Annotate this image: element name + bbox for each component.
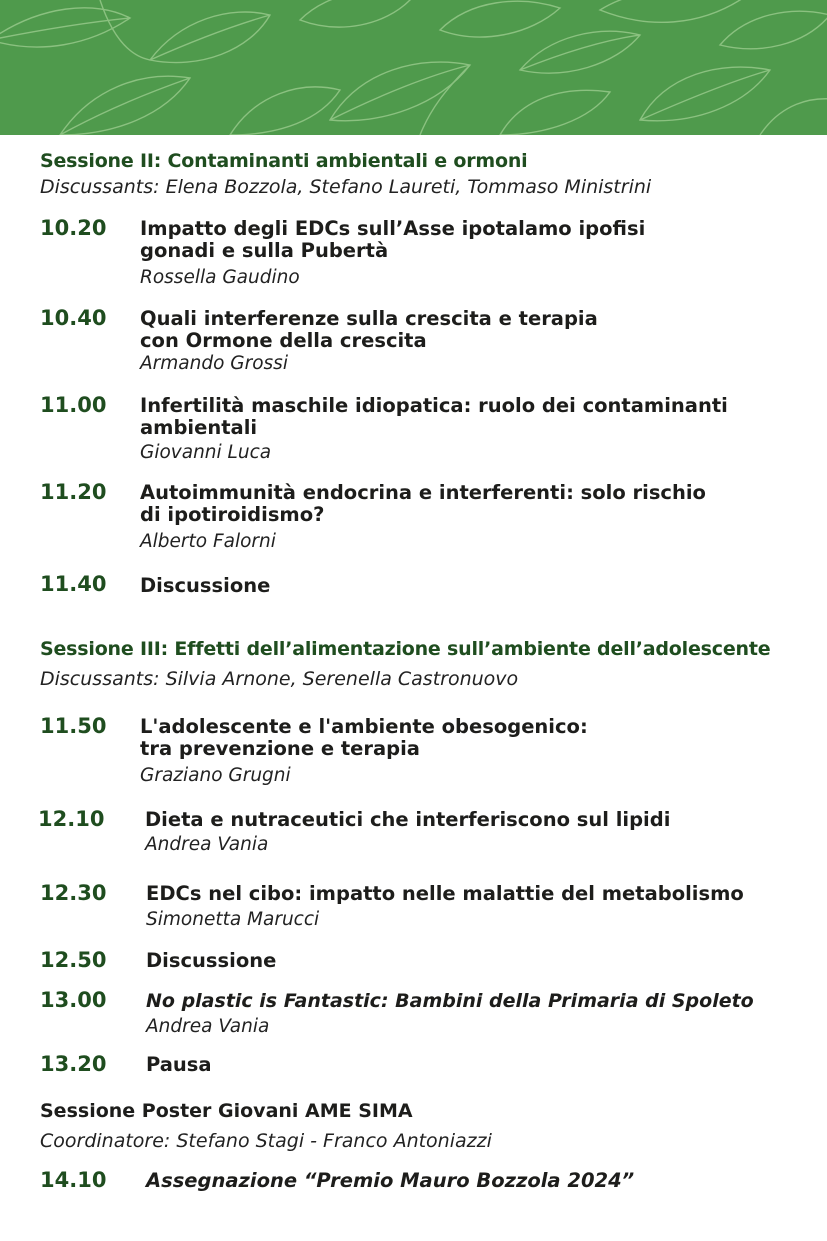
item-time: 12.30 <box>40 881 107 905</box>
item-speaker: Alberto Falorni <box>140 531 276 552</box>
item-time: 13.20 <box>40 1052 107 1076</box>
item-speaker: Andrea Vania <box>145 834 269 855</box>
leaf-pattern-icon <box>0 0 827 135</box>
item-time: 14.10 <box>40 1168 107 1192</box>
item-title: Infertilità maschile idiopatica: ruolo dei contaminanti <box>140 394 728 417</box>
item-speaker: Armando Grossi <box>140 353 288 374</box>
item-title-cont: gonadi e sulla Pubertà <box>140 239 389 262</box>
item-title-cont: di ipotiroidismo? <box>140 503 325 526</box>
item-title: Assegnazione “Premio Mauro Bozzola 2024” <box>146 1169 635 1192</box>
item-speaker: Simonetta Marucci <box>146 909 320 930</box>
item-title: Discussione <box>146 949 277 972</box>
item-title: Dieta e nutraceutici che interferiscono sul lipidi <box>145 808 671 831</box>
item-speaker: Rossella Gaudino <box>140 267 300 288</box>
item-title: Discussione <box>140 574 271 597</box>
item-title: Quali interferenze sulla crescita e terapia <box>140 307 598 330</box>
poster-session-coordinators: Coordinatore: Stefano Stagi - Franco Antoniazzi <box>40 1130 492 1152</box>
item-title: L'adolescente e l'ambiente obesogenico: <box>140 715 588 738</box>
item-title: Impatto degli EDCs sull’Asse ipotalamo ipofisi <box>140 217 646 240</box>
item-title-cont: con Ormone della crescita <box>140 329 427 352</box>
item-time: 11.40 <box>40 572 107 596</box>
item-speaker: Giovanni Luca <box>140 442 272 463</box>
item-title: Autoimmunità endocrina e interferenti: solo rischio <box>140 481 706 504</box>
item-time: 10.40 <box>40 306 107 330</box>
poster-session-title: Sessione Poster Giovani AME SIMA <box>40 1100 413 1122</box>
item-time: 10.20 <box>40 216 107 240</box>
item-time: 12.10 <box>38 807 105 831</box>
session-2-discussants: Discussants: Elena Bozzola, Stefano Laureti, Tommaso Ministrini <box>40 176 652 198</box>
item-time: 11.50 <box>40 714 107 738</box>
item-time: 11.20 <box>40 480 107 504</box>
item-title: EDCs nel cibo: impatto nelle malattie del metabolismo <box>146 882 744 905</box>
session-3-discussants: Discussants: Silvia Arnone, Serenella Castronuovo <box>40 668 519 690</box>
item-title-cont: ambientali <box>140 416 258 439</box>
item-time: 13.00 <box>40 988 107 1012</box>
item-time: 12.50 <box>40 948 107 972</box>
session-3-title: Sessione III: Effetti dell’alimentazione sull’ambiente dell’adolescente <box>40 638 771 660</box>
header-banner <box>0 0 827 135</box>
item-speaker: Andrea Vania <box>146 1016 270 1037</box>
item-title: Pausa <box>146 1053 212 1076</box>
session-2-title: Sessione II: Contaminanti ambientali e ormoni <box>40 150 528 172</box>
item-title: No plastic is Fantastic: Bambini della Primaria di Spoleto <box>146 990 754 1012</box>
item-speaker: Graziano Grugni <box>140 765 291 786</box>
item-title-cont: tra prevenzione e terapia <box>140 737 420 760</box>
item-time: 11.00 <box>40 393 107 417</box>
